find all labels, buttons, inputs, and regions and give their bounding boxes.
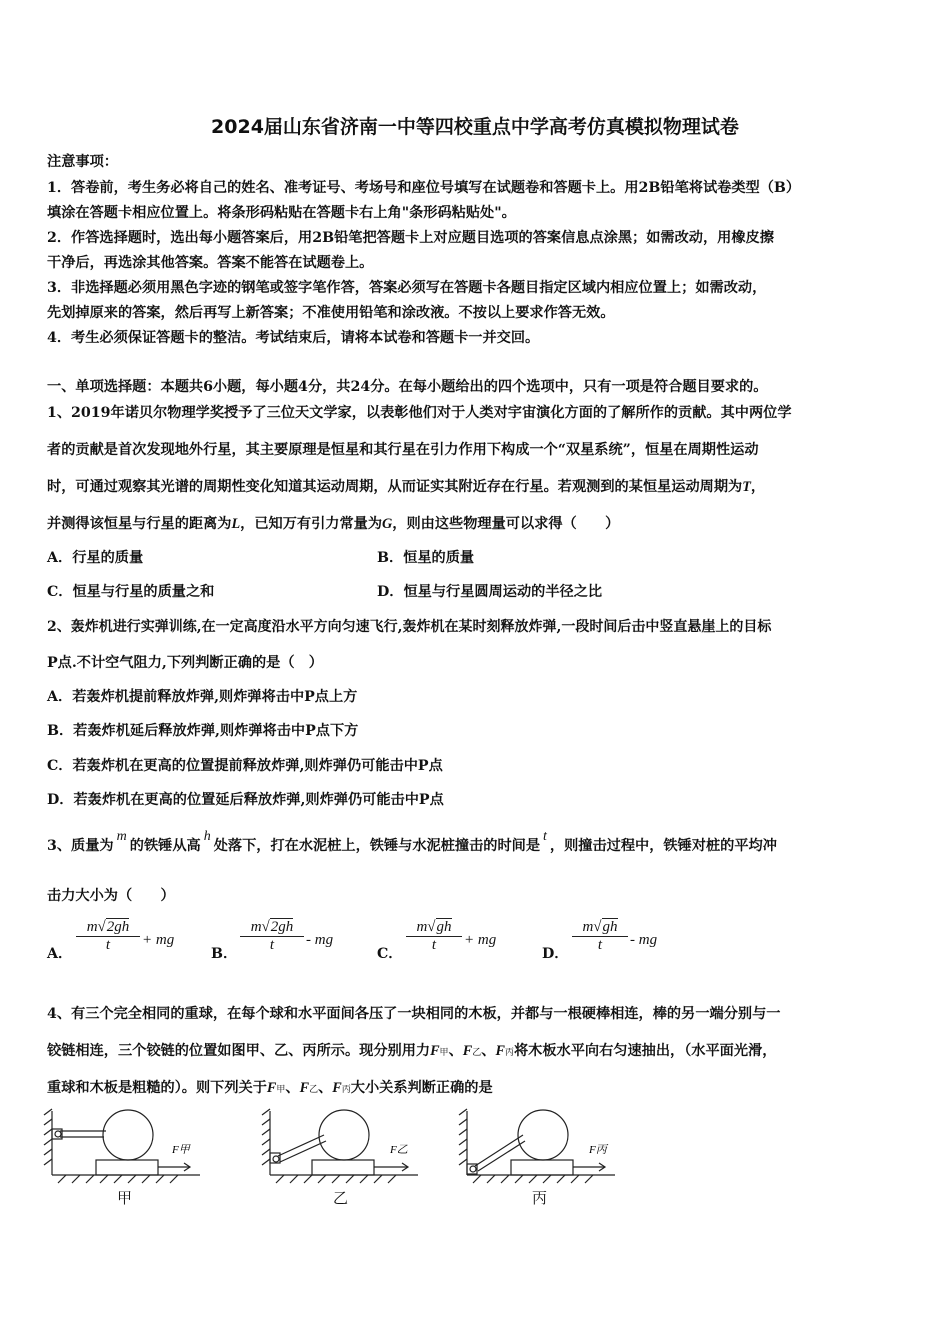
var-F: F — [299, 1080, 310, 1096]
var-F: F — [462, 1043, 473, 1059]
var-T: T — [742, 479, 751, 495]
numerator-m: m — [582, 919, 594, 935]
q1-option-b: B．恒星的质量 — [377, 550, 475, 566]
figure-jia — [40, 1105, 210, 1185]
force-label: F丙 — [589, 1144, 607, 1156]
section-heading: 一、单项选择题：本题共6小题，每小题4分，共24分。在每小题给出的四个选项中，只有一项是符合题目要求的。 — [47, 379, 768, 395]
var-F: F — [430, 1043, 440, 1059]
sub-bing: 丙 — [504, 1048, 514, 1058]
q4-text: 铰链相连，三个铰链的位置如图甲、乙、丙所示。现分别用力 — [47, 1043, 431, 1059]
denominator: t — [597, 937, 603, 953]
q3-text: 的铁锤从高 — [129, 838, 201, 854]
denominator: t — [431, 937, 437, 953]
numerator-m: m — [86, 919, 98, 935]
q3-text: 3、质量为 — [47, 838, 114, 854]
q1-option-a: A．行星的质量 — [47, 550, 144, 566]
q2-option-d: D．若轰炸机在更高的位置延后释放炸弹,则炸弹仍可能击中P点 — [47, 792, 444, 808]
sub-bing: 丙 — [341, 1085, 351, 1095]
notice-line: 干净后，再选涂其他答案。答案不能答在试题卷上。 — [47, 255, 374, 271]
radicand: gh — [602, 919, 618, 935]
denominator: t — [269, 937, 275, 953]
q3-line — [47, 829, 909, 857]
var-h: h — [203, 829, 211, 844]
notice-line: 4．考生必须保证答题卡的整洁。考试结束后，请将本试卷和答题卡一并交回。 — [47, 330, 540, 346]
q4-line — [47, 1041, 909, 1063]
q1-option-c: C．恒星与行星的质量之和 — [47, 584, 215, 600]
formula-tail: - mg — [306, 932, 334, 948]
fraction: m√gh t — [406, 918, 462, 954]
formula-tail: + mg — [142, 932, 175, 948]
q1-option-d: D．恒星与行星圆周运动的半径之比 — [377, 584, 603, 600]
q2-option-a: A．若轰炸机提前释放炸弹,则炸弹将击中P点上方 — [47, 689, 358, 705]
q4-text: 重球和木板是粗糙的）。则下列关于 — [47, 1080, 267, 1096]
separator: 、 — [481, 1043, 496, 1059]
q3-option-b-label: B． — [211, 946, 238, 962]
var-F: F — [266, 1080, 277, 1096]
page-title: 2024届山东省济南一中等四校重点中学高考仿真模拟物理试卷 — [211, 116, 739, 138]
q1-text: ，已知万有引力常量为 — [240, 516, 383, 532]
q4-line — [47, 1078, 909, 1100]
formula-tail: - mg — [630, 932, 658, 948]
var-t: t — [543, 829, 547, 844]
figure-label-bing: 丙 — [532, 1189, 548, 1207]
separator: 、 — [318, 1080, 333, 1096]
board — [96, 1160, 158, 1175]
figure-bing — [455, 1105, 625, 1185]
q4-text: 将木板水平向右匀速抽出，（水平面光滑， — [513, 1043, 777, 1059]
q1-line — [47, 477, 909, 497]
separator: 、 — [448, 1043, 463, 1059]
q1-text: 并测得该恒星与行星的距离为 — [47, 516, 232, 532]
notice-line: 3．非选择题必须用黑色字迹的钢笔或签字笔作答，答案必须写在答题卡各题目指定区域内相应位置上；如需改动， — [47, 280, 767, 296]
q3-option-c-label: C． — [377, 946, 403, 962]
q3-option-a-label: A． — [47, 946, 73, 962]
force-label: F乙 — [390, 1144, 408, 1156]
q1-text: 时，可通过观察其光谱的周期性变化知道其运动周期，从而证实其附近存在行星。若观测到的某恒星运动周期为 — [47, 479, 743, 495]
q4-text: 大小关系判断正确的是 — [350, 1080, 493, 1096]
notice-line: 1．答卷前，考生务必将自己的姓名、准考证号、考场号和座位号填写在试题卷和答题卡上。用2B铅笔将试卷类型（B） — [47, 180, 801, 196]
var-G: G — [382, 516, 393, 532]
q1-line — [47, 514, 909, 534]
fraction: m√gh t — [572, 918, 628, 954]
var-F: F — [332, 1080, 342, 1096]
denominator: t — [105, 937, 111, 953]
var-m: m — [116, 829, 127, 844]
notice-line: 先划掉原来的答案，然后再写上新答案；不准使用铅笔和涂改液。不按以上要求作答无效。 — [47, 305, 615, 321]
fraction: m√2gh t — [240, 918, 304, 954]
ball — [103, 1110, 153, 1160]
q4-line: 4、有三个完全相同的重球，在每个球和水平面间各压了一块相同的木板，并都与一根硬棒相连，棒的另一端分别与一 — [47, 1006, 781, 1022]
q1-line: 1、2019年诺贝尔物理学奖授予了三位天文学家，以表彰他们对于人类对宇宙演化方面的了解所作的贡献。其中两位学 — [47, 405, 792, 421]
fraction: m√2gh t — [76, 918, 140, 954]
q1-line: 者的贡献是首次发现地外行星，其主要原理是恒星和其行星在引力作用下构成一个“双星系统”，恒星在周期性运动 — [47, 442, 759, 458]
figure-label-yi: 乙 — [333, 1189, 349, 1207]
radicand: 2gh — [106, 919, 130, 935]
q2-option-c: C．若轰炸机在更高的位置提前释放炸弹,则炸弹仍可能击中P点 — [47, 758, 443, 774]
notice-heading: 注意事项： — [47, 154, 118, 170]
q3-line: 击力大小为（ ） — [47, 888, 175, 904]
notice-line: 2．作答选择题时，选出每小题答案后，用2B铅笔把答题卡上对应题目选项的答案信息点涂黑；如需改动，用橡皮擦 — [47, 230, 774, 246]
q3-text: 处落下，打在水泥桩上，铁锤与水泥桩撞击的时间是 — [213, 838, 541, 854]
figure-yi — [258, 1105, 428, 1185]
radicand: gh — [436, 919, 452, 935]
formula-tail: + mg — [464, 932, 497, 948]
force-label: F甲 — [172, 1144, 190, 1156]
q3-text: ，则撞击过程中，铁锤对桩的平均冲 — [549, 838, 777, 854]
numerator-m: m — [250, 919, 262, 935]
q2-option-b: B．若轰炸机延后释放炸弹,则炸弹将击中P点下方 — [47, 723, 359, 739]
q3-option-d-label: D． — [542, 946, 569, 962]
sub-jia: 甲 — [276, 1085, 286, 1095]
separator: 、 — [285, 1080, 300, 1096]
var-F: F — [495, 1043, 505, 1059]
sub-yi: 乙 — [472, 1048, 482, 1058]
q2-line: P点.不计空气阻力,下列判断正确的是（ ） — [47, 655, 323, 671]
q1-text: ， — [750, 479, 766, 495]
figure-label-jia: 甲 — [117, 1189, 133, 1207]
sub-yi: 乙 — [309, 1085, 319, 1095]
q2-line: 2、轰炸机进行实弹训练,在一定高度沿水平方向匀速飞行,轰炸机在某时刻释放炸弹,一段时间后击中竖直悬崖上的目标 — [47, 619, 772, 635]
sub-jia: 甲 — [439, 1048, 449, 1058]
numerator-m: m — [416, 919, 428, 935]
radicand: 2gh — [270, 919, 294, 935]
notice-line: 填涂在答题卡相应位置上。将条形码粘贴在答题卡右上角"条形码粘贴处"。 — [47, 205, 516, 221]
q1-text: ，则由这些物理量可以求得（ ） — [392, 516, 620, 532]
var-L: L — [231, 516, 241, 532]
